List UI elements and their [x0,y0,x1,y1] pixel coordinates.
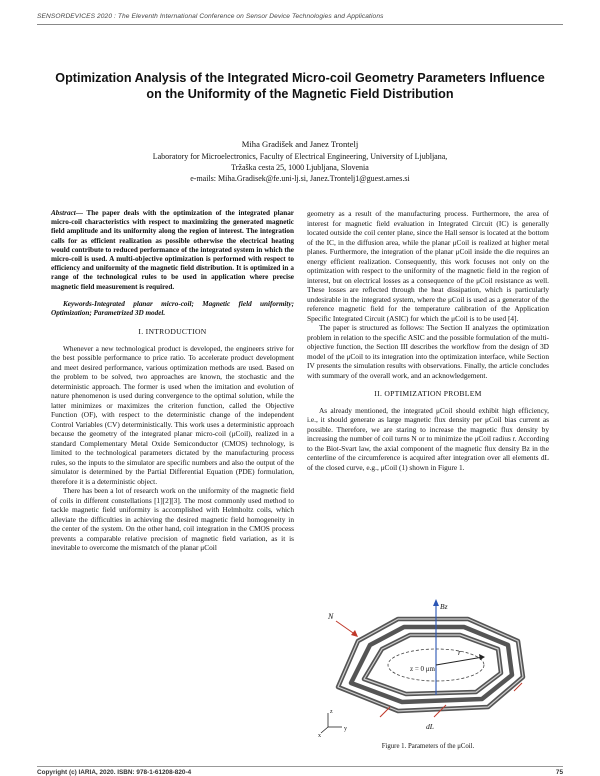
current-arrow-1 [380,707,390,717]
axis-label-z: z [330,709,333,715]
coordinate-axes [321,713,342,733]
footer-rule [37,766,563,767]
header-rule [37,24,563,25]
col2-paragraph-1: geometry as a result of the manufacturing process. Furthermore, the area of interest for magnetic field evaluation in Integrated Circuit (IC) is generally located outside the coil center plane, since the Hall sensor is located at the bottom of the IC, in the diffusion area, while the planar μCoil is realized at higher metal planes. Furthermore, the integration of the planar μCoil inside the die requires an energy efficient realization. Consequently, this work focuses not only on the optimization with respect to the uniformity of the magnetic field in the region of interest, but on electrical losses as a consequence of the μCoil resistance as well. These losses are reflected through the heat dissipation, which is particularly undesirable in the integrated system, where the μCoil is used as a generator of the reference magnetic field for the temperature calibration of the Application Specific Integrated Circuit (ASIC) for which the μCoil is to be used [4]. [307,209,549,323]
affiliation-emails: e-mails: Miha.Gradisek@fe.uni-lj.si, Janez.Trontelj1@guest.arnes.si [190,174,410,183]
section-2-heading: II. OPTIMIZATION PROBLEM [374,389,482,398]
optimization-paragraph-1: As already mentioned, the integrated μCoil should exhibit high efficiency, i.e., it should generate as large magnetic flux density per μCoil bias current as possible. Therefore, we are staring to increase the magnetic flux density by increasing the number of coil turns N or to minimize the μCoil radius r. According to the Biot-Svart law, the axial component of the magnetic flux density Bz in the centerline of the circumference is acquired after integration over all elements dL of the closed curve, e.g., μCoil (1) shown in Figure 1. [307,405,549,472]
section-1-heading: I. INTRODUCTION [138,327,207,337]
authors: Miha Gradišek and Janez Trontelj [241,139,359,149]
label-n: N [328,612,334,621]
bz-arrowhead [433,599,439,606]
page-number: 75 [555,769,563,776]
figure-1-caption: Figure 1. Parameters of the μCoil. [381,743,475,750]
n-arrowhead [351,630,358,637]
copyright-footer: Copyright (c) IARIA, 2020. ISBN: 978-1-61208-820-4 [37,769,192,776]
intro-paragraph-2: There has been a lot of research work on the uniformity of the magnetic field of coils in different constellations [1][2][3]. The most commonly used method to tackle magnetic field uniformity is accomplished with Helmholtz coils, which alleviate the difficulties in achieving the desired magnetic field homogeneity in the center of the system. On the other hand, coil integration in the CMOS process prevents a comparable relative precision of magnetic field variation, as it is inevitable to overcome the mismatch of the planar μCoil [51,486,294,553]
label-z-plane: z = 0 μm [410,665,436,673]
axis-label-y: y [344,726,347,732]
figure-1-coil-diagram [318,599,540,739]
abstract-lead: Abstract [51,209,76,217]
right-column [307,209,549,472]
title-line-1: Optimization Analysis of the Integrated Micro-coil Geometry Parameters Influence [55,71,545,85]
abstract-text: — The paper deals with the optimization of the integrated planar micro-coil characteristics with respect to maximizing the generated magnetic field amplitude and its uniformity along the region of interest. The integration calls for as efficient realization as possible otherwise the electrical heating would contribute to reduced performance of the integrated system in which the micro-coil is used. A multi-objective optimization is performed with respect to efficiency and uniformity of the magnetic field distribution. It is optimized in a range of the technological rules to be used in application where precise magnetic field measurement is required. [51,209,294,291]
abstract [51,209,294,292]
conference-header: SENSORDEVICES 2020 : The Eleventh International Conference on Sensor Device Technologies and Applications [37,13,384,20]
col2-paragraph-2: The paper is structured as follows: The Section II analyzes the optimization problem in relation to the specific ASIC and the possible formulation of the multi-objective function, the Section III describes the workflow from the design of 3D model of the μCoil to its integration into the optimization interface, while Section IV presents the simulation results with observations. Finally, the article concludes with summary of the overall work, and an acknowledgement. [307,323,549,380]
radius-arrowhead [479,654,485,660]
keywords: Keywords-Integrated planar micro-coil; Magnetic field uniformity; Optimization; Parametrized 3D model. [51,299,294,318]
label-r: r [458,648,462,657]
radius-arrow [436,657,483,665]
affiliation [40,151,560,184]
intro-paragraph-1: Whenever a new technological product is developed, the engineers strive for the best possible performance to price ratio. To accelerate product development and meet desired performance, various optimization methods are used. Based on the problem to be solved, two approaches are known, the stochastic and the deterministic approach. The former is used when the imitation and evolution of nature phenomenon is used during convergence to the optimal solution, while the latter minimizes or maximizes the criterion function, called the Objective Function (OF), with respect to the deterministic change of the independent Control Variables (CV) deterministically. This work uses a deterministic approach because the geometry of the integrated planar micro-coil (μCoil), realized in a standard Complementary Metal Oxide Semiconductor (CMOS) technology, is limited to the technological parameters dictated by the manufacturing process rules, so the inputs to the simulator are specific numbers and also the output of the simulator is determined by the Partial Differential Equation (PDE) formulation, therefore it is a deterministic object. [51,343,294,486]
affiliation-line-1: Laboratory for Microelectronics, Faculty of Electrical Engineering, University of Ljubljana, [152,152,448,161]
label-bz: Bz [440,602,448,611]
title-line-2: on the Uniformity of the Magnetic Field Distribution [146,87,454,101]
axis-label-x: x [318,733,321,739]
label-dl: dL [426,722,434,731]
left-column [51,209,294,553]
paper-title [30,70,570,102]
affiliation-line-2: Tržaška cesta 25, 1000 Ljubljana, Slovenia [231,163,369,172]
